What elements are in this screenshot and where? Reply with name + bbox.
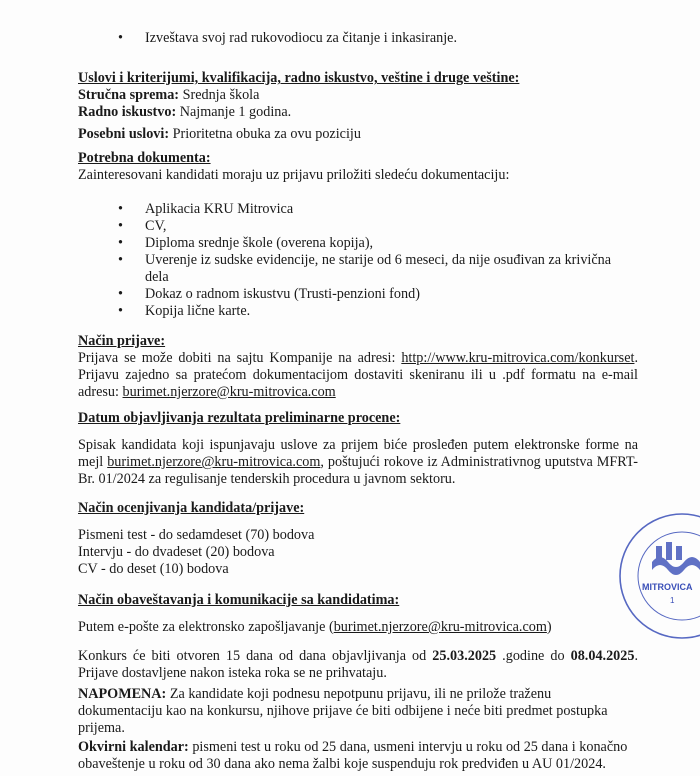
field-posebni (78, 126, 638, 143)
field-value: Prioritetna obuka za ovu poziciju (169, 126, 361, 142)
score-line: Pismeni test - do sedamdeset (70) bodova (78, 527, 315, 543)
email-link[interactable]: burimet.njerzore@kru-mitrovica.com (122, 384, 336, 400)
list-item-text: CV, (145, 218, 167, 234)
field-value: Najmanje 1 godina. (176, 104, 292, 120)
field-label: Posebni uslovi: (78, 126, 170, 142)
field-value: Srednja škola (179, 87, 260, 103)
section-text (78, 619, 638, 636)
note-text: Za kandidate koji podnesu nepotpunu prijavu, ili ne prilože traženu dokumentaciju kao na konkursu, njihove prijave će biti odbijene i neće biti predmet postupka prijema. (78, 686, 608, 736)
email-link[interactable]: burimet.njerzore@kru-mitrovica.com (333, 619, 547, 635)
section-napomena (78, 686, 638, 737)
section-heading: Potrebna dokumenta: (78, 150, 211, 166)
score-line: CV - do deset (10) bodova (78, 561, 229, 577)
text: , poštujući rokove iz Administrativnog uputstva MFRT-Br. 01/2024 za regulisanje tenderskih procedura u javnom sektoru. (78, 454, 638, 487)
bullet-icon: • (118, 30, 123, 46)
field-sprema (78, 87, 638, 104)
text: Spisak kandidata koji ispunjavaju uslove za prijem biće prosleđen putem elektronske forme na mejl (78, 437, 638, 470)
bullet-icon: • (118, 201, 123, 217)
website-link[interactable]: http://www.kru-mitrovica.com/konkurset (401, 350, 635, 366)
section-rezultati (78, 410, 638, 488)
bullet-icon: • (118, 235, 123, 251)
section-heading: Način ocenjivanja kandidata/prijave: (78, 500, 305, 516)
section-konkurs (78, 648, 638, 682)
date-end: 08.04.2025 (570, 648, 635, 664)
section-heading: Način obaveštavanja i komunikacije sa kandidatima: (78, 592, 400, 608)
section-uslovi (78, 70, 638, 143)
calendar-text: pismeni test u roku od 25 dana, usmeni intervju u roku od 25 dana i konačno obaveštenje u roku od 30 dana ako nema žalbi koje suspenduju rok predviđen u AU 01/2024. (78, 739, 628, 772)
section-kalendar (78, 739, 638, 773)
text: Konkurs će biti otvoren 15 dana od dana objavljivanja od (78, 648, 433, 664)
list-item-text: Izveštava svoj rad rukovodiocu za čitanje i inkasiranje. (145, 30, 458, 46)
section-heading: Uslovi i kriterijumi, kvalifikacija, radno iskustvo, veštine i druge veštine: (78, 70, 520, 86)
section-text (78, 437, 638, 488)
list-item-text: Dokaz o radnom iskustvu (Trusti-penzioni fond) (145, 286, 420, 302)
section-obavestavanje (78, 592, 638, 636)
score-line: Intervju - do dvadeset (20) bodova (78, 544, 275, 560)
section-dokumenta (78, 150, 638, 184)
section-text (78, 350, 638, 401)
company-stamp (612, 506, 700, 646)
text: . Prijave dostavljene nakon isteka roka se ne prihvataju. (78, 648, 638, 681)
email-link[interactable]: burimet.njerzore@kru-mitrovica.com (107, 454, 321, 470)
list-item-text: Aplikacia KRU Mitrovica (145, 201, 294, 217)
section-intro: Zainteresovani kandidati moraju uz prijavu priložiti sledeću dokumentaciju: (78, 167, 510, 183)
section-ocenjivanje (78, 500, 638, 578)
section-heading: Datum objavljivanja rezultata preliminarne procene: (78, 410, 401, 426)
list-item-text: Uverenje iz sudske evidencije, ne starije od 6 meseci, da nije osuđivan za krivična dela (145, 252, 612, 285)
stamp-text: MITROVICA (642, 582, 693, 592)
note-label: NAPOMENA: (78, 686, 167, 702)
text: . Prijavu zajedno sa pratećom dokumentacijom dostaviti skeniranu ili u .pdf formatu na e-mail adresu: (78, 350, 638, 400)
field-iskustvo (78, 104, 638, 121)
text: Putem e-pošte za elektronsko zapošljavanje ( (78, 619, 334, 635)
bullet-icon: • (118, 303, 123, 319)
list-item-text: Diploma srednje škole (overena kopija), (145, 235, 374, 251)
bullet-icon: • (118, 286, 123, 302)
text: ) (546, 619, 552, 635)
date-start: 25.03.2025 (432, 648, 497, 664)
field-label: Stručna sprema: (78, 87, 180, 103)
bullet-icon: • (118, 218, 123, 234)
stamp-number: 1 (670, 596, 675, 605)
section-prijava (78, 333, 638, 401)
list-item-text: Kopija lične karte. (145, 303, 251, 319)
text: Prijava se može dobiti na sajtu Kompanije na adresi: (78, 350, 402, 366)
field-label: Radno iskustvo: (78, 104, 177, 120)
stamp-seal-icon (612, 506, 700, 646)
section-heading: Način prijave: (78, 333, 166, 349)
text: .godine do (496, 648, 571, 664)
bullet-icon: • (118, 252, 123, 268)
calendar-label: Okvirni kalendar: (78, 739, 189, 755)
